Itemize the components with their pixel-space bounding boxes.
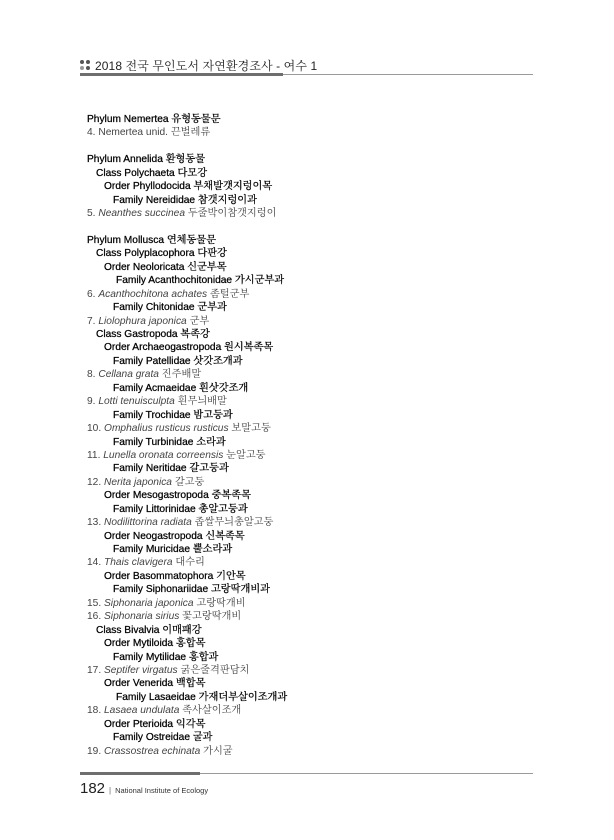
korean-name: 끈벌레류	[170, 127, 211, 139]
taxon-order: Order Basommatophora 기안목	[104, 570, 246, 582]
taxon-order: Order Venerida 백합목	[104, 678, 206, 690]
species-number: 18.	[87, 705, 102, 717]
species-entry	[87, 288, 527, 301]
species-entry	[87, 315, 527, 328]
species-number: 7.	[87, 315, 96, 327]
species-entry	[87, 449, 527, 462]
taxon-family: Family Muricidae 뿔소라과	[113, 544, 233, 555]
taxon-family: Family Siphonariidae 고랑딱개비과	[113, 584, 271, 596]
korean-name: 고랑딱개비	[196, 597, 246, 609]
taxon-family2: Family Lasaeidae 가재더부살이조개과	[116, 691, 288, 703]
species-entry	[87, 610, 527, 623]
species-entry	[87, 704, 527, 717]
taxon-family: Family Chitonidae 군부과	[113, 302, 227, 314]
scientific-name: Liolophura japonica	[98, 315, 187, 327]
korean-name: 흰무늬배말	[177, 396, 227, 408]
korean-name: 꽃고랑딱개비	[182, 611, 242, 623]
korean-name: 갈고둥	[174, 476, 205, 488]
species-entry	[87, 368, 527, 381]
taxon-class: Class Bivalvia 이매패강	[96, 624, 202, 636]
taxon-name: Nemertea unid.	[98, 127, 168, 139]
scientific-name: Nodilittorina radiata	[104, 517, 192, 529]
taxon-family: Family Neritidae 갈고둥과	[113, 463, 229, 475]
species-entry	[87, 556, 527, 569]
footer-rule-accent	[80, 772, 200, 775]
header-title: 2018 전국 무인도서 자연환경조사 - 여수 1	[95, 58, 318, 73]
scientific-name: Nerita japonica	[104, 476, 172, 488]
species-number: 11.	[87, 449, 101, 461]
scientific-name: Crassostrea echinata	[104, 745, 201, 757]
species-number: 5.	[87, 208, 96, 220]
species-number: 4.	[87, 127, 96, 139]
species-number: 8.	[87, 369, 96, 381]
taxon-order: Order Neoloricata 신군부목	[104, 261, 227, 273]
korean-name: 족사살이조개	[182, 705, 242, 717]
taxon-order: Order Mytiloida 홍합목	[104, 638, 206, 650]
taxon-family: Family Turbinidae 소라과	[113, 436, 226, 448]
species-number: 9.	[87, 396, 96, 408]
taxon-family: Family Littorinidae 총알고둥과	[113, 503, 248, 515]
korean-name: 군부	[189, 315, 210, 327]
taxon-order: Order Archaeogastropoda 원시복족목	[104, 342, 274, 354]
scientific-name: Siphonaria sirius	[104, 611, 180, 623]
scientific-name: Cellana grata	[98, 369, 159, 381]
scientific-name: Septifer virgatus	[104, 664, 178, 676]
species-number: 14.	[87, 557, 102, 569]
korean-name: 가시굴	[203, 745, 233, 757]
korean-name: 두줄박이참갯지렁이	[187, 208, 277, 220]
page-footer	[80, 780, 208, 797]
scientific-name: Lunella oronata correensis	[103, 449, 224, 461]
species-list	[87, 113, 527, 758]
korean-name: 보말고둥	[231, 423, 271, 435]
taxon-order: Order Pterioida 익각목	[104, 718, 206, 730]
taxon-family: Family Ostreidae 굴과	[113, 732, 213, 744]
korean-name: 대수리	[175, 557, 205, 569]
species-entry	[87, 395, 527, 408]
blank-line	[87, 140, 527, 153]
species-entry	[87, 422, 527, 435]
species-entry	[87, 745, 527, 758]
taxon-family2: Family Acanthochitonidae 가시군부과	[116, 275, 285, 287]
taxon-phylum: Phylum Mollusca 연체동물문	[87, 234, 217, 246]
species-number: 16.	[87, 611, 102, 623]
species-entry	[87, 664, 527, 677]
korean-name: 좀털군부	[209, 288, 250, 300]
species-number: 19.	[87, 745, 102, 757]
taxon-family: Family Acmaeidae 흰삿갓조개	[113, 382, 249, 394]
scientific-name: Omphalius rusticus rusticus	[104, 423, 229, 435]
species-number: 17.	[87, 664, 102, 676]
scientific-name: Lotti tenuisculpta	[98, 396, 175, 408]
scientific-name: Lasaea undulata	[104, 705, 180, 717]
species-entry	[87, 516, 527, 529]
taxon-class: Class Polychaeta 다모강	[96, 167, 208, 179]
scientific-name: Thais clavigera	[104, 557, 173, 569]
korean-name: 굵은줄격판담치	[180, 664, 250, 676]
taxon-family: Family Mytilidae 홍합과	[113, 651, 219, 663]
taxon-phylum: Phylum Nemertea 유형동물문	[87, 114, 221, 125]
blank-line	[87, 221, 527, 234]
species-number: 12.	[87, 476, 102, 488]
footer-organization: National Institute of Ecology	[115, 786, 209, 795]
taxon-order: Order Neogastropoda 신복족목	[104, 530, 245, 542]
species-entry	[87, 207, 527, 220]
dot-grid-icon	[80, 60, 90, 70]
taxon-family: Family Nereididae 참갯지렁이과	[113, 194, 257, 206]
scientific-name: Neanthes succinea	[98, 208, 185, 220]
species-number: 15.	[87, 597, 102, 609]
taxon-order: Order Mesogastropoda 중복족목	[104, 490, 251, 502]
taxon-class: Class Gastropoda 복족강	[96, 329, 210, 340]
taxon-family: Family Trochidae 밤고둥과	[113, 409, 233, 421]
taxon-family: Family Patellidae 삿갓조개과	[113, 355, 243, 367]
species-number: 10.	[87, 423, 102, 435]
species-entry	[87, 597, 527, 610]
scientific-name: Acanthochitona achates	[98, 288, 208, 300]
scientific-name: Siphonaria japonica	[104, 597, 194, 609]
species-entry	[87, 126, 527, 139]
korean-name: 진주배말	[161, 369, 202, 381]
page-number: 182	[80, 780, 106, 797]
footer-separator: |	[109, 786, 112, 795]
taxon-order: Order Phyllodocida 부채발갯지렁이목	[104, 181, 273, 193]
species-number: 13.	[87, 517, 102, 529]
taxon-phylum: Phylum Annelida 환형동물	[87, 154, 206, 166]
korean-name: 좁쌀무늬총알고둥	[194, 517, 274, 529]
korean-name: 눈알고둥	[226, 449, 266, 461]
taxon-class: Class Polyplacophora 다판강	[96, 248, 227, 260]
species-number: 6.	[87, 288, 96, 300]
species-entry	[87, 476, 527, 489]
header-rule-accent	[80, 73, 283, 76]
running-header	[80, 57, 317, 73]
